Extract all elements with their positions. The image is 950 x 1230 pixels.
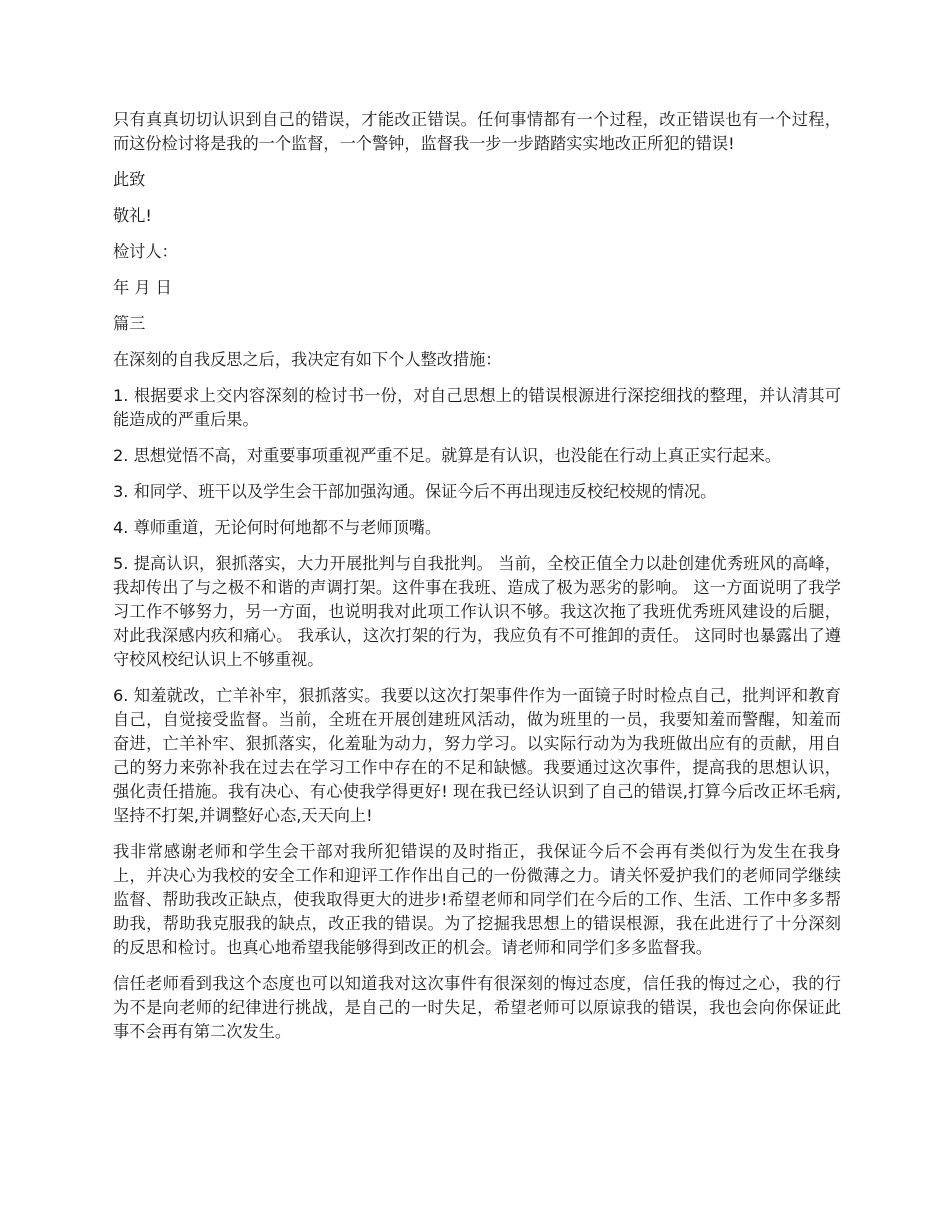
list-item-4: 4. 尊师重道，无论何时何地都不与老师顶嘴。: [113, 518, 442, 537]
salutation-jingli: 敬礼!: [113, 206, 152, 225]
list-item-2: 2. 思想觉悟不高，对重要事项重视严重不足。就算是有认识，也没能在行动上真正实行起来。: [113, 446, 782, 465]
document-body: [113, 108, 841, 1056]
list-item-5: 5. 提高认识，狠抓落实，大力开展批判与自我批判。 当前，全校正值全力以赴创建优秀班风的高峰，我却传出了与之极不和谐的声调打架。这件事在我班、造成了极为恶劣的影响。 这一方面说明了我学习工作不够努力，另一方面，也说明我对此项工作认识不够。我这次拖了我班优秀班风建设的后腿，对此我深感内疚和痛心。 我承认，这次打架的行为，我应负有不可推卸的责任。 这同时也暴露出了遵守校风校纪认识上不够重视。: [113, 554, 841, 669]
paragraph-closing-statement: 只有真真切切认识到自己的错误，才能改正错误。任何事情都有一个过程，改正错误也有一个过程，而这份检讨将是我的一个监督，一个警钟，监督我一步一步踏踏实实地改正所犯的错误!: [113, 110, 841, 153]
date-line: 年 月 日: [113, 278, 172, 297]
paragraph-thanks: 我非常感谢老师和学生会干部对我所犯错误的及时指正，我保证今后不会再有类似行为发生在我身上，并决心为我校的安全工作和迎评工作作出自己的一份微薄之力。请关怀爱护我们的老师同学继续监督、帮助我改正缺点，使我取得更大的进步!希望老师和同学们在今后的工作、生活、工作中多多帮助我，帮助我克服我的缺点，改正我的错误。为了挖掘我思想上的错误根源，我在此进行了十分深刻的反思和检讨。也真心地希望我能够得到改正的机会。请老师和同学们多多监督我。: [113, 842, 841, 957]
paragraph-final: 信任老师看到我这个态度也可以知道我对这次事件有很深刻的悔过态度，信任我的悔过之心，我的行为不是向老师的纪律进行挑战，是自己的一时失足，希望老师可以原谅我的错误，我也会向你保证此事不会再有第二次发生。: [113, 974, 841, 1041]
list-item-1: 1. 根据要求上交内容深刻的检讨书一份，对自己思想上的错误根源进行深挖细找的整理，并认清其可能造成的严重后果。: [113, 386, 841, 429]
section-heading: 篇三: [113, 314, 146, 333]
signature-label: 检讨人：: [113, 242, 178, 261]
paragraph-intro: 在深刻的自我反思之后，我决定有如下个人整改措施：: [113, 350, 502, 369]
list-item-3: 3. 和同学、班干以及学生会干部加强沟通。保证今后不再出现违反校纪校规的情况。: [113, 482, 717, 501]
salutation-cizhi: 此致: [113, 170, 146, 189]
list-item-6: 6. 知羞就改，亡羊补牢，狠抓落实。我要以这次打架事件作为一面镜子时时检点自己，批判评和教育自己，自觉接受监督。当前，全班在开展创建班风活动，做为班里的一员，我要知羞而警醒，知羞而奋进，亡羊补牢、狠抓落实，化羞耻为动力，努力学习。以实际行动为为我班做出应有的贡献，用自己的努力来弥补我在过去在学习工作中存在的不足和缺憾。我要通过这次事件，提高我的思想认识，强化责任措施。我有决心、有心使我学得更好! 现在我已经认识到了自己的错误,打算今后改正坏毛病,坚持不打架,并调整好心态,天天向上!: [113, 686, 841, 825]
